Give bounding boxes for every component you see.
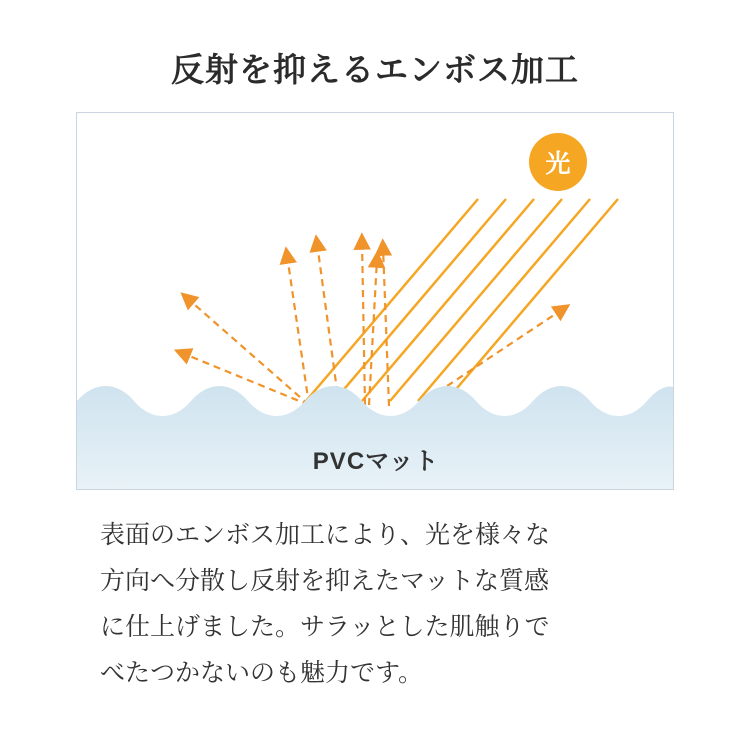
- light-source-badge: [529, 133, 587, 191]
- mat-label: PVCマット: [312, 448, 440, 475]
- light-source-label: 光: [545, 150, 571, 178]
- caption-line-2: 方向へ分散し反射を抑えたマットな質感: [100, 567, 550, 595]
- caption-line-4: べたつかないのも魅力です。: [100, 659, 424, 687]
- caption-block: [100, 512, 660, 696]
- caption-line-3: に仕上げました。サラッとした肌触りで: [100, 613, 550, 641]
- incident-light-rays: [306, 199, 618, 401]
- page-title: 反射を抑えるエンボス加工: [171, 51, 579, 88]
- diagram-panel: [76, 112, 674, 490]
- caption-line-1: 表面のエンボス加工により、光を様々な: [100, 521, 551, 549]
